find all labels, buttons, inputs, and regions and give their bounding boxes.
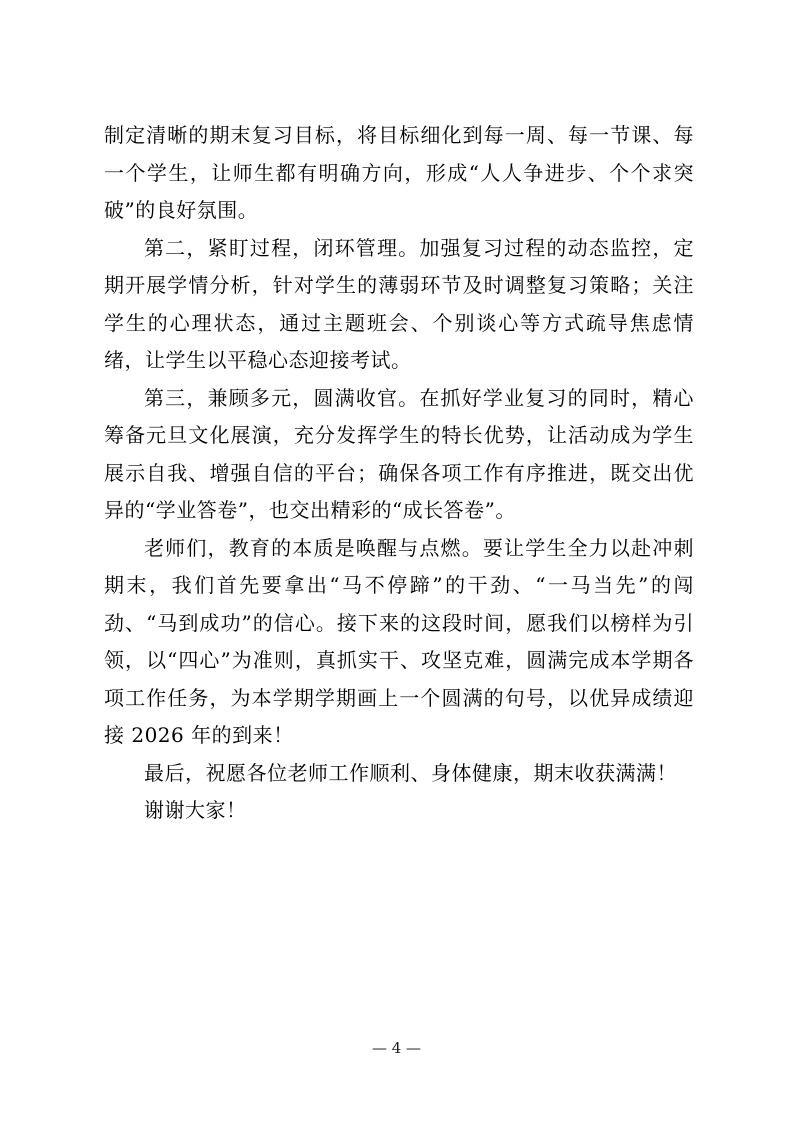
- paragraph-third-point: 第三，兼顾多元，圆满收官。在抓好学业复习的同时，精心筹备元旦文化展演，充分发挥学生的特长优势，让活动成为学生展示自我、增强自信的平台；确保各项工作有序推进，既交出优异的“学业答卷”，也交出精彩的“成长答卷”。: [104, 385, 694, 522]
- page-number: — 4 —: [371, 1039, 422, 1057]
- paragraph-teachers-address: 老师们，教育的本质是唤醒与点燃。要让学生全力以赴冲刺期末，我们首先要拿出“马不停蹄”的干劲、“一马当先”的闯劲、“马到成功”的信心。接下来的这段时间，愿我们以榜样为引领，以“四心”为准则，真抓实干、攻坚克难，圆满完成本学期各项工作任务，为本学期学期画上一个圆满的句号，以优异成绩迎接 2026 年的到来！: [104, 535, 694, 747]
- document-body: [104, 117, 694, 830]
- paragraph-continuation: 制定清晰的期末复习目标，将目标细化到每一周、每一节课、每一个学生，让师生都有明确方向，形成“人人争进步、个个求突破”的良好氛围。: [104, 123, 694, 222]
- paragraph-second-point: 第二，紧盯过程，闭环管理。加强复习过程的动态监控，定期开展学情分析，针对学生的薄弱环节及时调整复习策略；关注学生的心理状态，通过主题班会、个别谈心等方式疏导焦虑情绪，让学生以平稳心态迎接考试。: [104, 235, 694, 372]
- paragraph-thanks: 谢谢大家！: [144, 798, 247, 822]
- paragraph-closing-wishes: 最后，祝愿各位老师工作顺利、身体健康，期末收获满满！: [144, 760, 677, 785]
